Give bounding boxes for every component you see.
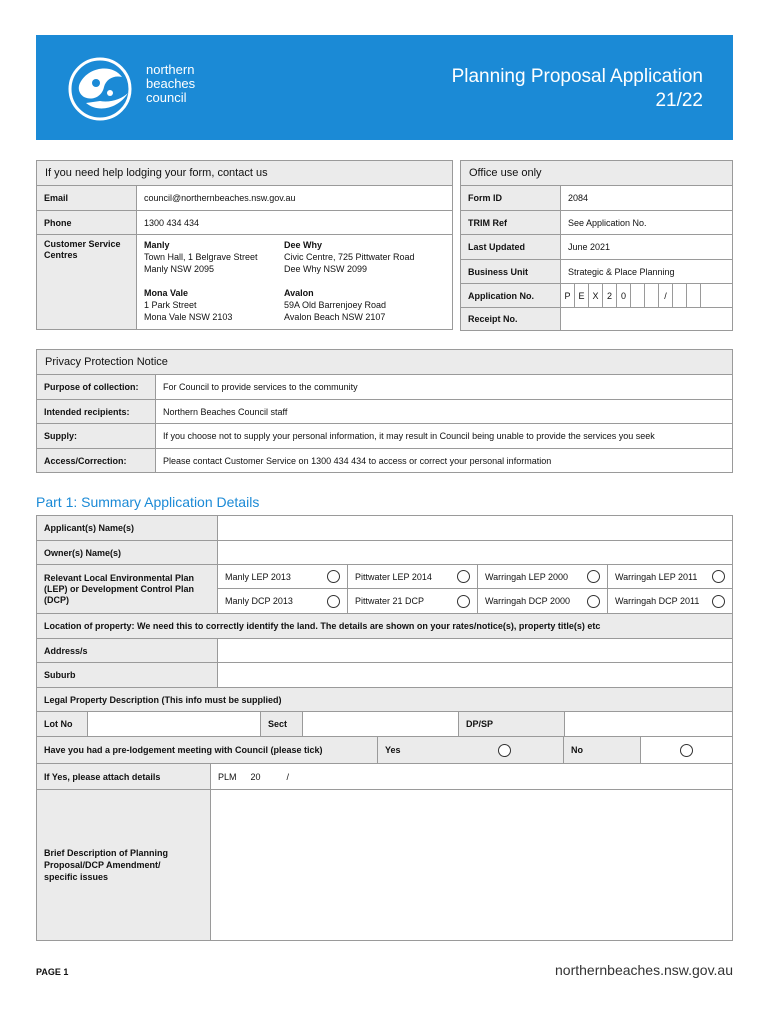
- centre-address: 59A Old Barrenjoey Road: [284, 299, 387, 310]
- dpsp-input[interactable]: [565, 712, 732, 736]
- page-title: [452, 65, 703, 113]
- header-banner: [36, 35, 733, 140]
- address-input[interactable]: [218, 639, 732, 662]
- option-label: Warringah DCP 2011: [615, 596, 700, 606]
- applicant-input[interactable]: [218, 516, 732, 540]
- option-warringah-lep-2011[interactable]: [608, 565, 732, 588]
- centre-address: Town Hall, 1 Belgrave Street: [144, 252, 258, 262]
- privacy-value: If you choose not to supply your personal information, it may result in Council being unable to provide the services you seek: [163, 431, 655, 441]
- privacy-label: Intended recipients:: [37, 400, 156, 423]
- dpsp-label: DP/SP: [459, 712, 565, 736]
- form-id-value: 2084: [568, 193, 589, 203]
- council-logo-icon: [66, 53, 138, 123]
- radio-icon[interactable]: [712, 595, 725, 608]
- centre-address: Manly NSW 2095: [144, 264, 215, 274]
- centre-name: Mona Vale: [144, 287, 189, 298]
- option-pittwater-lep[interactable]: [348, 565, 478, 588]
- suburb-input[interactable]: [218, 663, 732, 687]
- sect-label: Sect: [261, 712, 303, 736]
- phone-value[interactable]: 1300 434 434: [144, 217, 200, 228]
- owner-label: Owner(s) Name(s): [37, 541, 218, 564]
- trim-label: TRIM Ref: [461, 211, 561, 234]
- receipt-label: Receipt No.: [461, 308, 561, 330]
- appno-char: [631, 284, 645, 307]
- radio-icon[interactable]: [327, 570, 340, 583]
- logo-line: council: [146, 90, 187, 105]
- centre-dee-why: [284, 239, 445, 278]
- updated-label: Last Updated: [461, 235, 561, 259]
- appno-char: X: [589, 284, 603, 307]
- yes-label: Yes: [385, 745, 401, 755]
- centre-address: Civic Centre, 725 Pittwater Road: [284, 252, 415, 262]
- trim-value: See Application No.: [568, 217, 647, 228]
- appno-char: [687, 284, 701, 307]
- lot-label: Lot No: [37, 712, 88, 736]
- brief-description-label: Brief Description of Planning Proposal/DCP Amendment/ specific issues: [37, 790, 211, 940]
- privacy-box: [36, 349, 733, 473]
- option-label: Warringah LEP 2000: [485, 571, 569, 582]
- plm-year: 20: [250, 771, 261, 782]
- centre-address: Dee Why NSW 2099: [284, 264, 368, 274]
- privacy-label: Purpose of collection:: [37, 375, 156, 399]
- option-manly-dcp[interactable]: [218, 589, 348, 613]
- unit-value: Strategic & Place Planning: [568, 266, 675, 277]
- owner-input[interactable]: [218, 541, 732, 564]
- form-id-label: Form ID: [461, 186, 561, 210]
- option-label: Manly LEP 2013: [225, 571, 291, 582]
- brief-description-input[interactable]: [211, 790, 732, 940]
- privacy-value: Northern Beaches Council staff: [163, 406, 288, 417]
- office-use-box: [460, 160, 733, 331]
- centre-address: Avalon Beach NSW 2107: [284, 311, 386, 322]
- plm-slash: /: [286, 771, 290, 782]
- privacy-label: Access/Correction:: [37, 449, 156, 472]
- receipt-value[interactable]: [561, 308, 732, 330]
- logo-line: northern: [146, 62, 195, 77]
- appno-char: 0: [617, 284, 631, 307]
- appno-char: [645, 284, 659, 307]
- option-warringah-lep-2000[interactable]: [478, 565, 608, 588]
- appno-label: Application No.: [461, 284, 561, 307]
- prelodgement-yes[interactable]: [378, 737, 564, 763]
- legal-description-label: Legal Property Description (This info must be supplied): [37, 688, 732, 711]
- lot-input[interactable]: [88, 712, 261, 736]
- contact-box: [36, 160, 453, 330]
- contact-heading: If you need help lodging your form, contact us: [37, 161, 452, 186]
- centre-name: Dee Why: [284, 240, 323, 250]
- option-label: Pittwater 21 DCP: [355, 596, 425, 606]
- no-label: No: [564, 737, 641, 763]
- appno-field[interactable]: [561, 284, 732, 307]
- if-yes-label: If Yes, please attach details: [37, 764, 211, 789]
- plan-label: Relevant Local Environmental Plan (LEP) or Development Control Plan (DCP): [37, 565, 218, 613]
- option-manly-lep[interactable]: [218, 565, 348, 588]
- appno-char: P: [561, 284, 575, 307]
- address-label: Address/s: [37, 639, 218, 662]
- option-warringah-dcp-2011[interactable]: [608, 589, 732, 613]
- unit-label: Business Unit: [461, 260, 561, 283]
- option-pittwater-dcp[interactable]: [348, 589, 478, 613]
- radio-icon[interactable]: [587, 570, 600, 583]
- centre-name: Manly: [144, 240, 170, 250]
- privacy-value: For Council to provide services to the community: [163, 382, 358, 392]
- logo-wordmark: [146, 63, 195, 105]
- prelodgement-no[interactable]: [641, 737, 732, 763]
- option-label: Manly DCP 2013: [225, 596, 293, 606]
- centre-address: Mona Vale NSW 2103: [144, 311, 233, 322]
- office-heading: Office use only: [461, 161, 732, 186]
- centres-label: Customer Service Centres: [37, 235, 137, 329]
- plm-prefix: PLM: [218, 771, 237, 782]
- centre-address: 1 Park Street: [144, 299, 197, 310]
- radio-icon[interactable]: [327, 595, 340, 608]
- privacy-label: Supply:: [37, 424, 156, 448]
- application-details-form: [36, 515, 733, 941]
- sect-input[interactable]: [303, 712, 459, 736]
- radio-icon[interactable]: [457, 570, 470, 583]
- section-title: Part 1: Summary Application Details: [36, 494, 260, 510]
- suburb-label: Suburb: [37, 663, 218, 687]
- option-label: Warringah DCP 2000: [485, 596, 571, 606]
- footer-url[interactable]: northernbeaches.nsw.gov.au: [555, 962, 733, 978]
- radio-icon[interactable]: [587, 595, 600, 608]
- phone-label: Phone: [37, 211, 137, 234]
- privacy-heading: Privacy Protection Notice: [37, 350, 732, 375]
- prelodgement-label: Have you had a pre-lodgement meeting with Council (please tick): [37, 737, 378, 763]
- appno-char: 2: [603, 284, 617, 307]
- appno-char: /: [659, 284, 673, 307]
- radio-icon[interactable]: [498, 744, 511, 757]
- radio-icon[interactable]: [680, 744, 693, 757]
- option-warringah-dcp-2000[interactable]: [478, 589, 608, 613]
- title-line: Planning Proposal Application: [451, 66, 703, 87]
- radio-icon[interactable]: [457, 595, 470, 608]
- option-label: Warringah LEP 2011: [615, 571, 698, 582]
- updated-value: June 2021: [568, 242, 611, 252]
- centre-mona-vale: [144, 287, 284, 326]
- logo-line: beaches: [146, 76, 196, 91]
- appno-char: [673, 284, 687, 307]
- appno-char: [701, 284, 715, 307]
- option-label: Pittwater LEP 2014: [355, 571, 432, 582]
- centre-name: Avalon: [284, 287, 314, 298]
- privacy-value: Please contact Customer Service on 1300 434 434 to access or correct your personal information: [163, 455, 552, 466]
- radio-icon[interactable]: [712, 570, 725, 583]
- title-year: 21/22: [655, 90, 703, 111]
- email-label: Email: [37, 186, 137, 210]
- applicant-label: Applicant(s) Name(s): [37, 516, 218, 540]
- email-value[interactable]: council@northernbeaches.nsw.gov.au: [144, 193, 296, 203]
- appno-char: E: [575, 284, 589, 307]
- page-number: PAGE 1: [36, 967, 69, 977]
- centre-avalon: [284, 287, 445, 326]
- plm-input[interactable]: [211, 764, 732, 789]
- location-note: Location of property: We need this to correctly identify the land. The details are shown on your rates/notice(s), property title(s) etc: [37, 614, 732, 638]
- centre-manly: [144, 239, 284, 278]
